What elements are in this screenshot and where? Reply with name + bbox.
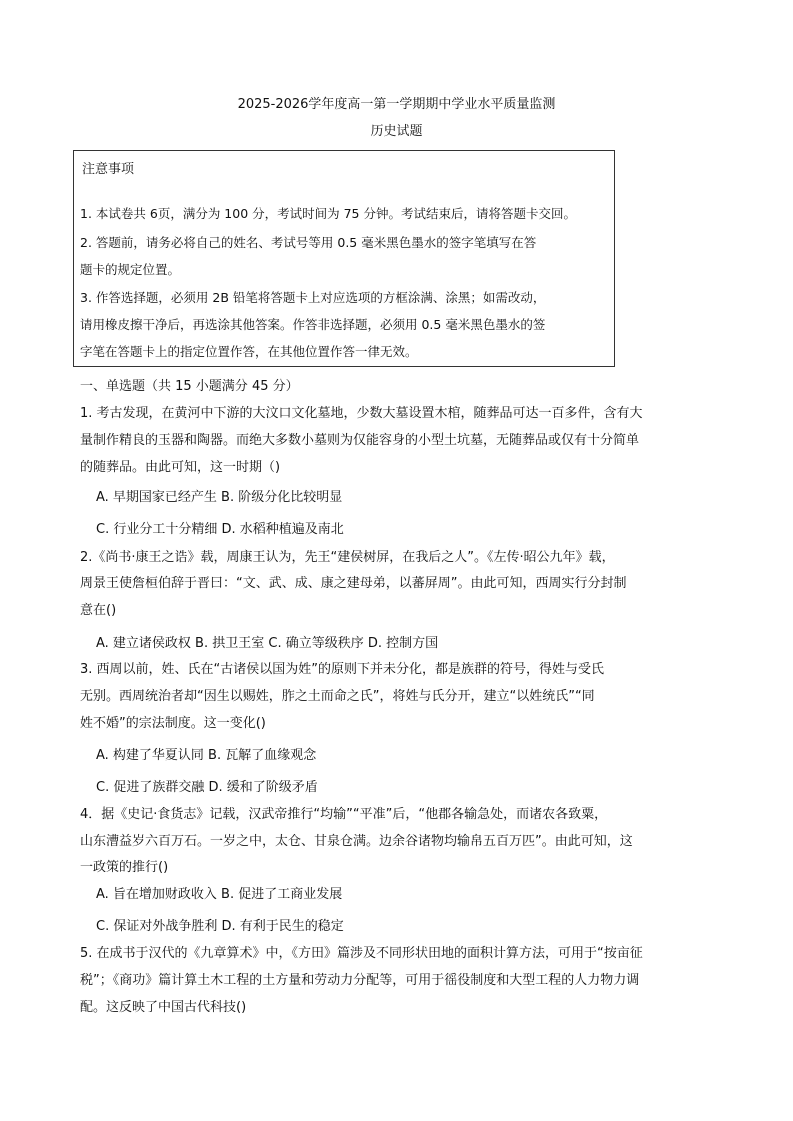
question-3-options: A. 构建了华夏认同 B. 瓦解了血缘观念 bbox=[96, 748, 317, 763]
question-4-line: 一政策的推行() bbox=[80, 860, 169, 875]
question-4-options: C. 保证对外战争胜利 D. 有利于民生的稳定 bbox=[96, 919, 344, 934]
question-2-line: 2.《尚书·康王之诰》载，周康王认为，先王“建侯树屏，在我后之人”。《左传·昭公九年》载， bbox=[80, 550, 615, 565]
section-heading: 一、单选题（共 15 小题满分 45 分） bbox=[80, 379, 299, 394]
notice-line: 2. 答题前，请务必将自己的姓名、考试号等用 0.5 毫米黑色墨水的签字笔填写在答 bbox=[80, 235, 537, 250]
question-1-line: 的随葬品。由此可知，这一时期（) bbox=[80, 460, 281, 475]
question-3-line: 3. 西周以前，姓、氏在“古诸侯以国为姓”的原则下并未分化，都是族群的符号，得姓与受氏 bbox=[80, 662, 605, 677]
notice-line: 题卡的规定位置。 bbox=[80, 262, 181, 277]
notice-heading: 注意事项 bbox=[82, 162, 135, 177]
question-3-options: C. 促进了族群交融 D. 缓和了阶级矛盾 bbox=[96, 780, 318, 795]
question-3-line: 无别。西周统治者却“因生以赐姓，胙之土而命之氏”，将姓与氏分开，建立“以姓统氏”“同 bbox=[80, 689, 595, 704]
question-1-options: A. 早期国家已经产生 B. 阶级分化比较明显 bbox=[96, 490, 343, 505]
question-4-options: A. 旨在增加财政收入 B. 促进了工商业发展 bbox=[96, 887, 343, 902]
question-5-line: 税”；《商功》篇计算土木工程的土方量和劳动力分配等，可用于徭役制度和大型工程的人力物力调 bbox=[80, 973, 640, 988]
notice-line: 请用橡皮擦干净后，再选涂其他答案。作答非选择题，必须用 0.5 毫米黑色墨水的签 bbox=[80, 317, 546, 332]
question-3-line: 姓不婚”的宗法制度。这一变化() bbox=[80, 716, 266, 731]
question-5-line: 5. 在成书于汉代的《九章算术》中，《方田》篇涉及不同形状田地的面积计算方法，可用于“按亩征 bbox=[80, 946, 643, 961]
question-5-line: 配。这反映了中国古代科技() bbox=[80, 1000, 247, 1015]
notice-line: 字笔在答题卡上的指定位置作答，在其他位置作答一律无效。 bbox=[80, 344, 418, 359]
question-2-line: 周景王使詹桓伯辞于晋曰：“文、武、成、康之建母弟，以蕃屏周”。由此可知，西周实行分封制 bbox=[80, 576, 627, 591]
notice-box bbox=[73, 150, 615, 367]
question-4-line: 山东漕益岁六百万石。一岁之中，太仓、甘泉仓满。边余谷诸物均输帛五百万匹”。由此可知，这 bbox=[80, 834, 633, 849]
question-1-options: C. 行业分工十分精细 D. 水稻种植遍及南北 bbox=[96, 522, 344, 537]
question-2-line: 意在() bbox=[80, 603, 117, 618]
question-4-line: 4．据《史记·食货志》记载，汉武帝推行“均输”“平准”后，“他郡各输急处，而诸农各致粟， bbox=[80, 807, 608, 822]
notice-line: 1. 本试卷共 6页，满分为 100 分，考试时间为 75 分钟。考试结束后，请将答题卡交回。 bbox=[80, 206, 576, 221]
question-1-line: 1. 考古发现，在黄河中下游的大汶口文化墓地，少数大墓设置木棺，随葬品可达一百多件，含有大 bbox=[80, 406, 643, 421]
question-1-line: 量制作精良的玉器和陶器。而绝大多数小墓则为仅能容身的小型土坑墓，无随葬品或仅有十分简单 bbox=[80, 433, 640, 448]
question-2-options: A. 建立诸侯政权 B. 拱卫王室 C. 确立等级秩序 D. 控制方国 bbox=[96, 636, 439, 651]
exam-title: 2025-2026学年度高一第一学期期中学业水平质量监测 bbox=[237, 97, 556, 112]
notice-line: 3. 作答选择题，必须用 2B 铅笔将答题卡上对应选项的方框涂满、涂黑；如需改动， bbox=[80, 290, 546, 305]
subject-title: 历史试题 bbox=[370, 124, 423, 139]
